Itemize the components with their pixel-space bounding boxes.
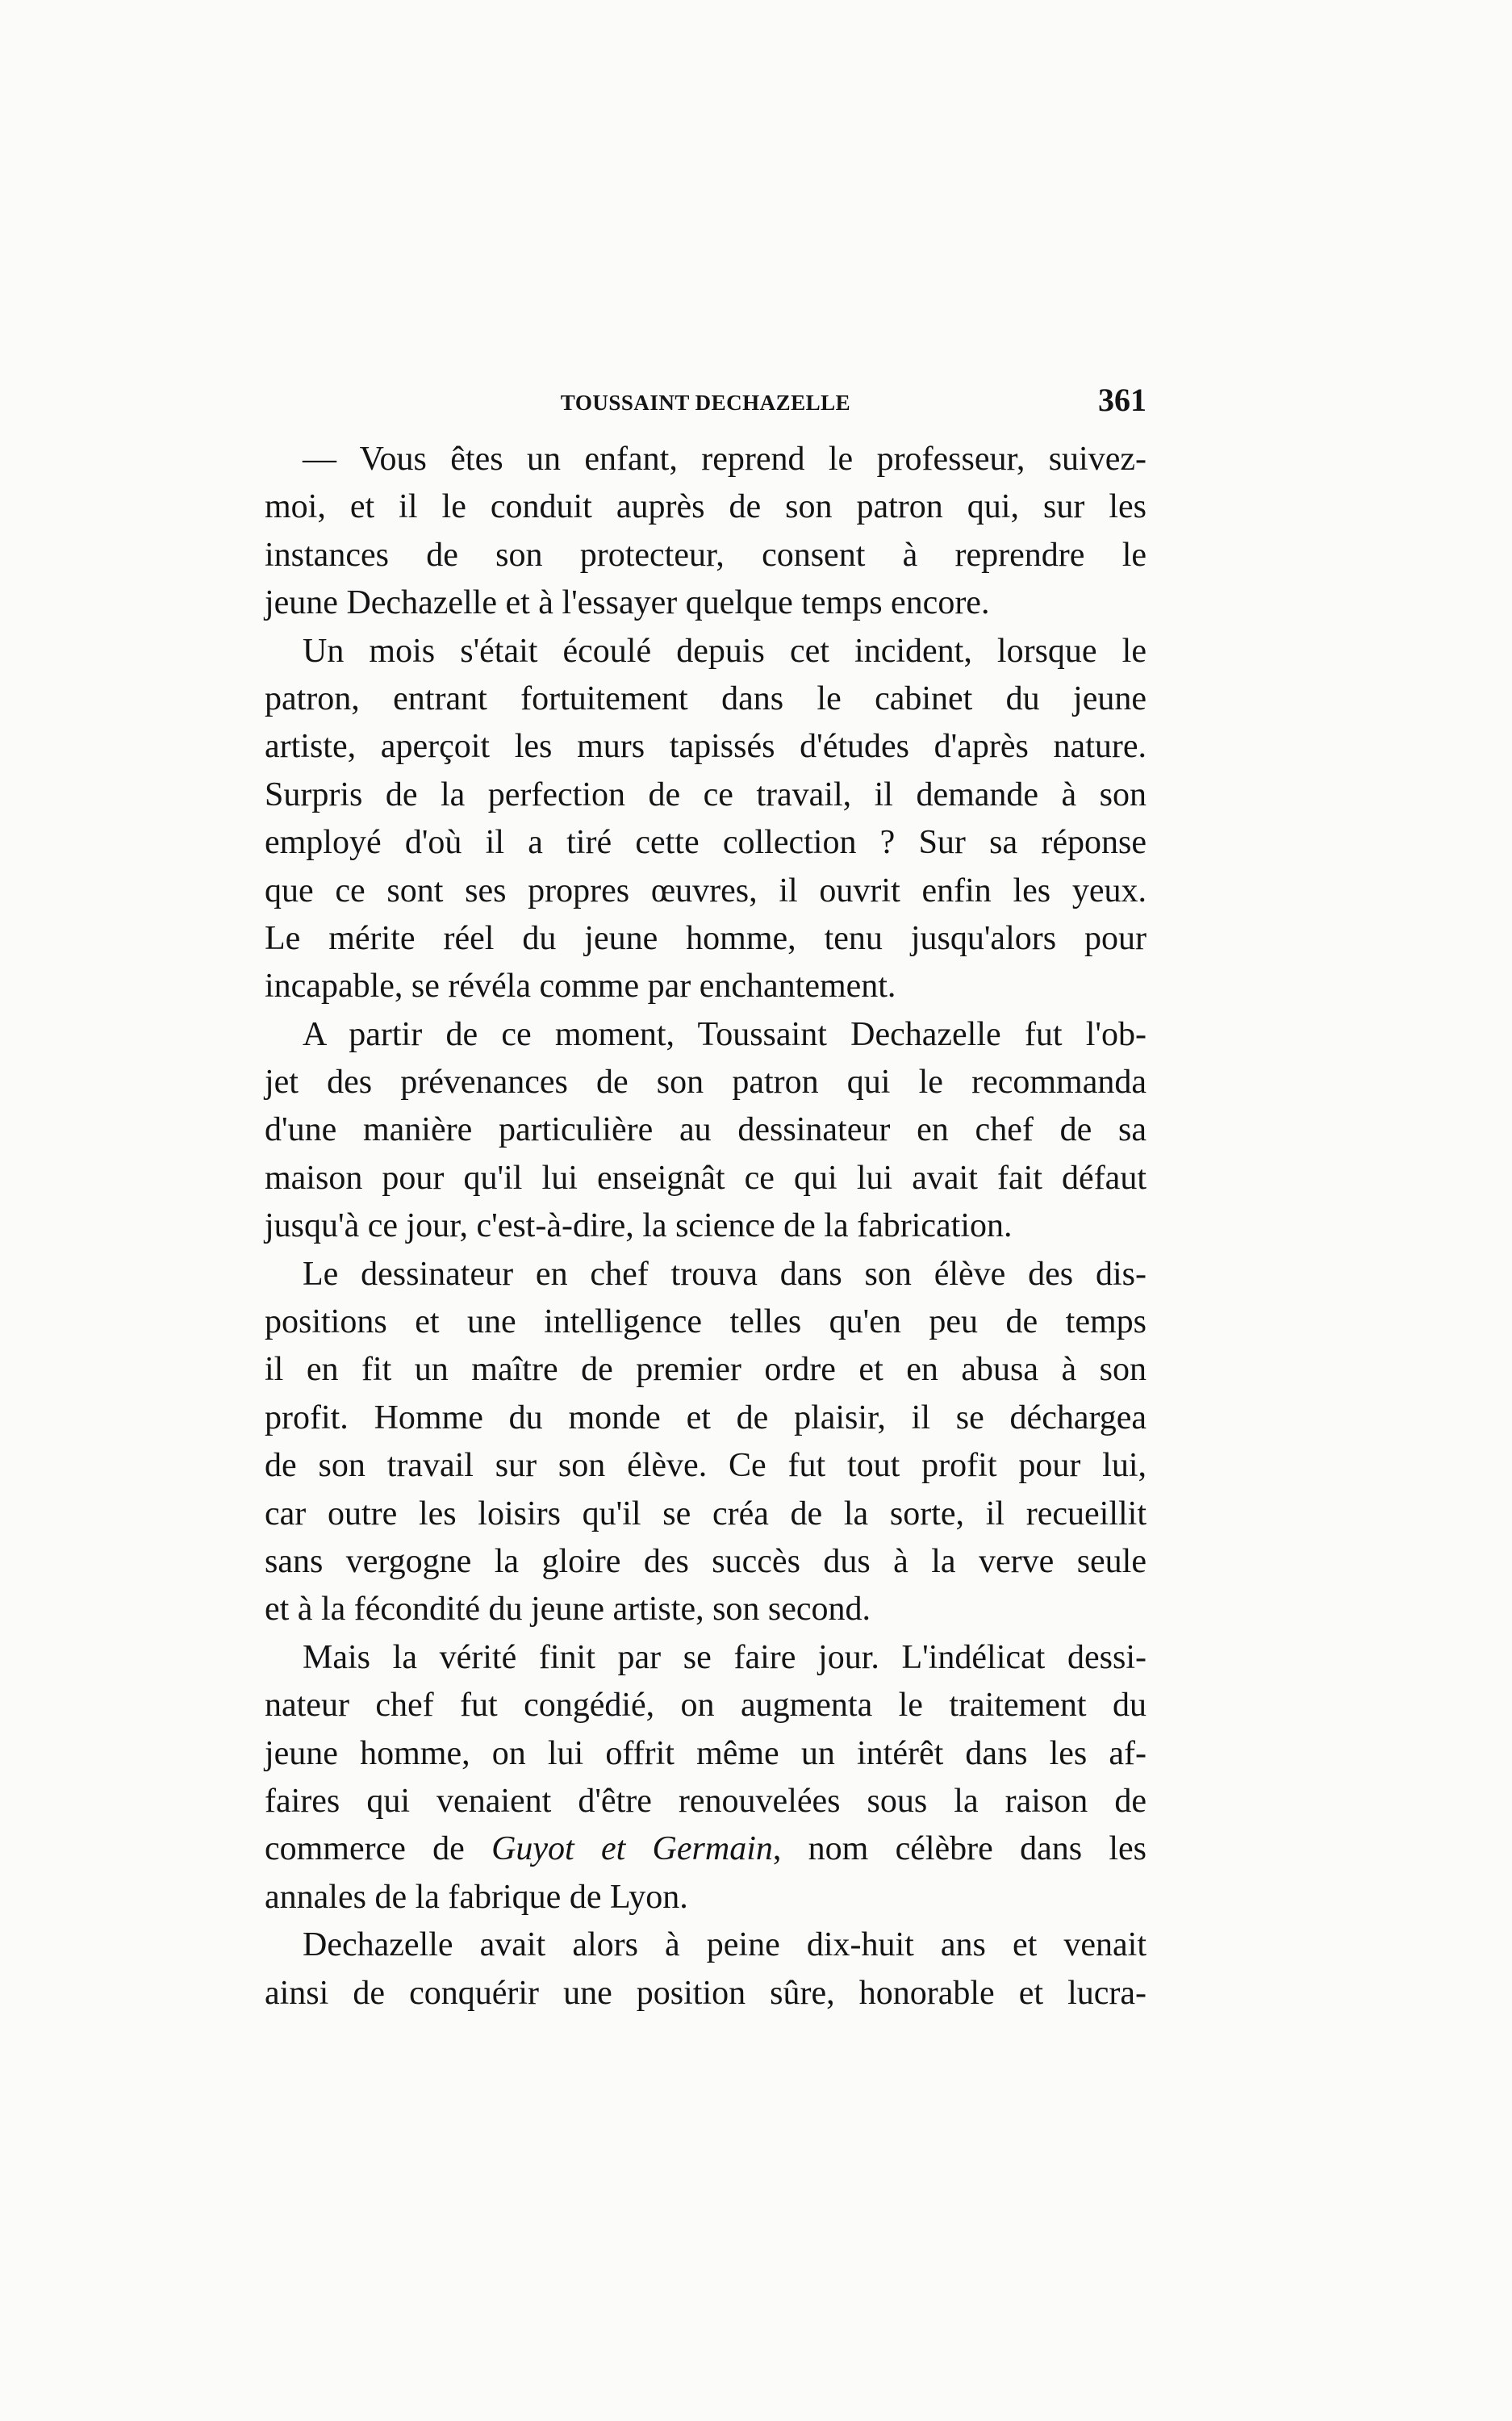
- text-segment: faires qui venaient d'être renouvelées sous la raison de: [265, 1782, 1147, 1820]
- italic-text: Guyot et Germain: [491, 1830, 773, 1868]
- text-segment: artiste, aperçoit les murs tapissés d'études d'après nature.: [265, 728, 1147, 766]
- paragraph: [265, 436, 1147, 628]
- text-line: [265, 1491, 1147, 1538]
- paragraph: [265, 1011, 1147, 1251]
- text-segment: jeune Dechazelle et à l'essayer quelque temps encore.: [265, 584, 990, 622]
- text-line: [265, 1155, 1147, 1202]
- page-number: 361: [1098, 382, 1147, 418]
- text-segment: ainsi de conquérir une position sûre, honorable et lucra-: [265, 1974, 1147, 2012]
- text-segment: jet des prévenances de son patron qui le recommanda: [265, 1064, 1147, 1102]
- text-segment: que ce sont ses propres œuvres, il ouvrit enfin les yeux.: [265, 872, 1147, 909]
- text-line: [265, 1106, 1147, 1154]
- text-segment: Le mérite réel du jeune homme, tenu jusqu'alors pour: [265, 919, 1147, 957]
- text-line: [265, 579, 1147, 627]
- text-segment: commerce de: [265, 1830, 492, 1868]
- text-segment: Le dessinateur en chef trouva dans son élève des dis-: [303, 1255, 1147, 1293]
- text-line: [265, 1346, 1147, 1394]
- paragraph: [265, 1251, 1147, 1634]
- text-line: [265, 1874, 1147, 1921]
- text-segment: car outre les loisirs qu'il se créa de la sorte, il recueillit: [265, 1495, 1147, 1532]
- text-line: [265, 915, 1147, 963]
- text-segment: maison pour qu'il lui enseignât ce qui lui avait fait défaut: [265, 1159, 1147, 1197]
- text-segment: — Vous êtes un enfant, reprend le professeur, suivez-: [303, 441, 1147, 478]
- text-segment: nateur chef fut congédié, on augmenta le traitement du: [265, 1687, 1147, 1725]
- text-line: [265, 1202, 1147, 1250]
- running-title: TOUSSAINT DECHAZELLE: [560, 391, 851, 415]
- text-segment: Surpris de la perfection de ce travail, il demande à son: [265, 776, 1147, 813]
- text-line: [265, 1251, 1147, 1298]
- text-line: [265, 1538, 1147, 1586]
- text-segment: sans vergogne la gloire des succès dus à la verve seule: [265, 1542, 1147, 1580]
- text-line: [265, 771, 1147, 819]
- text-line: [265, 483, 1147, 531]
- text-line: [265, 819, 1147, 867]
- paragraph: [265, 628, 1147, 1011]
- text-line: [265, 532, 1147, 579]
- text-line: [265, 1011, 1147, 1059]
- text-segment: jusqu'à ce jour, c'est-à-dire, la science de la fabrication.: [265, 1207, 1013, 1245]
- text-segment: annales de la fabrique de Lyon.: [265, 1878, 688, 1916]
- text-line: [265, 1298, 1147, 1346]
- text-line: [265, 1059, 1147, 1106]
- page-header: [265, 381, 1147, 421]
- text-segment: patron, entrant fortuitement dans le cabinet du jeune: [265, 679, 1147, 717]
- text-segment: Dechazelle avait alors à peine dix-huit ans et venait: [303, 1926, 1147, 1964]
- text-segment: il en fit un maître de premier ordre et en abusa à son: [265, 1351, 1147, 1389]
- text-line: [265, 1921, 1147, 1969]
- text-line: [265, 1682, 1147, 1729]
- text-segment: instances de son protecteur, consent à reprendre le: [265, 536, 1147, 574]
- paragraph: [265, 1921, 1147, 2018]
- text-segment: positions et une intelligence telles qu'en peu de temps: [265, 1303, 1147, 1341]
- paragraph: [265, 1634, 1147, 1921]
- text-line: [265, 1825, 1147, 1873]
- text-segment: A partir de ce moment, Toussaint Dechazelle fut l'ob-: [303, 1015, 1147, 1053]
- text-segment: moi, et il le conduit auprès de son patron qui, sur les: [265, 488, 1147, 526]
- text-line: [265, 1970, 1147, 2018]
- text-line: [265, 963, 1147, 1010]
- text-segment: Un mois s'était écoulé depuis cet incident, lorsque le: [303, 632, 1147, 670]
- text-line: [265, 1778, 1147, 1825]
- text-segment: d'une manière particulière au dessinateur en chef de sa: [265, 1111, 1147, 1149]
- body-text: [265, 436, 1147, 2018]
- text-line: [265, 436, 1147, 483]
- text-segment: profit. Homme du monde et de plaisir, il se déchargea: [265, 1399, 1147, 1436]
- text-line: [265, 1442, 1147, 1490]
- text-line: [265, 868, 1147, 915]
- text-line: [265, 1730, 1147, 1778]
- text-line: [265, 628, 1147, 675]
- text-segment: de son travail sur son élève. Ce fut tout profit pour lui,: [265, 1447, 1147, 1485]
- text-line: [265, 1586, 1147, 1633]
- text-line: [265, 1634, 1147, 1682]
- text-line: [265, 1394, 1147, 1442]
- text-segment: , nom célèbre dans les: [772, 1830, 1147, 1868]
- text-segment: Mais la vérité finit par se faire jour. L'indélicat dessi-: [303, 1638, 1147, 1676]
- text-line: [265, 675, 1147, 723]
- text-segment: jeune homme, on lui offrit même un intérêt dans les af-: [265, 1734, 1147, 1772]
- text-segment: et à la fécondité du jeune artiste, son second.: [265, 1591, 871, 1629]
- text-segment: employé d'où il a tiré cette collection ? Sur sa réponse: [265, 824, 1147, 862]
- text-line: [265, 723, 1147, 771]
- text-segment: incapable, se révéla comme par enchantement.: [265, 968, 896, 1006]
